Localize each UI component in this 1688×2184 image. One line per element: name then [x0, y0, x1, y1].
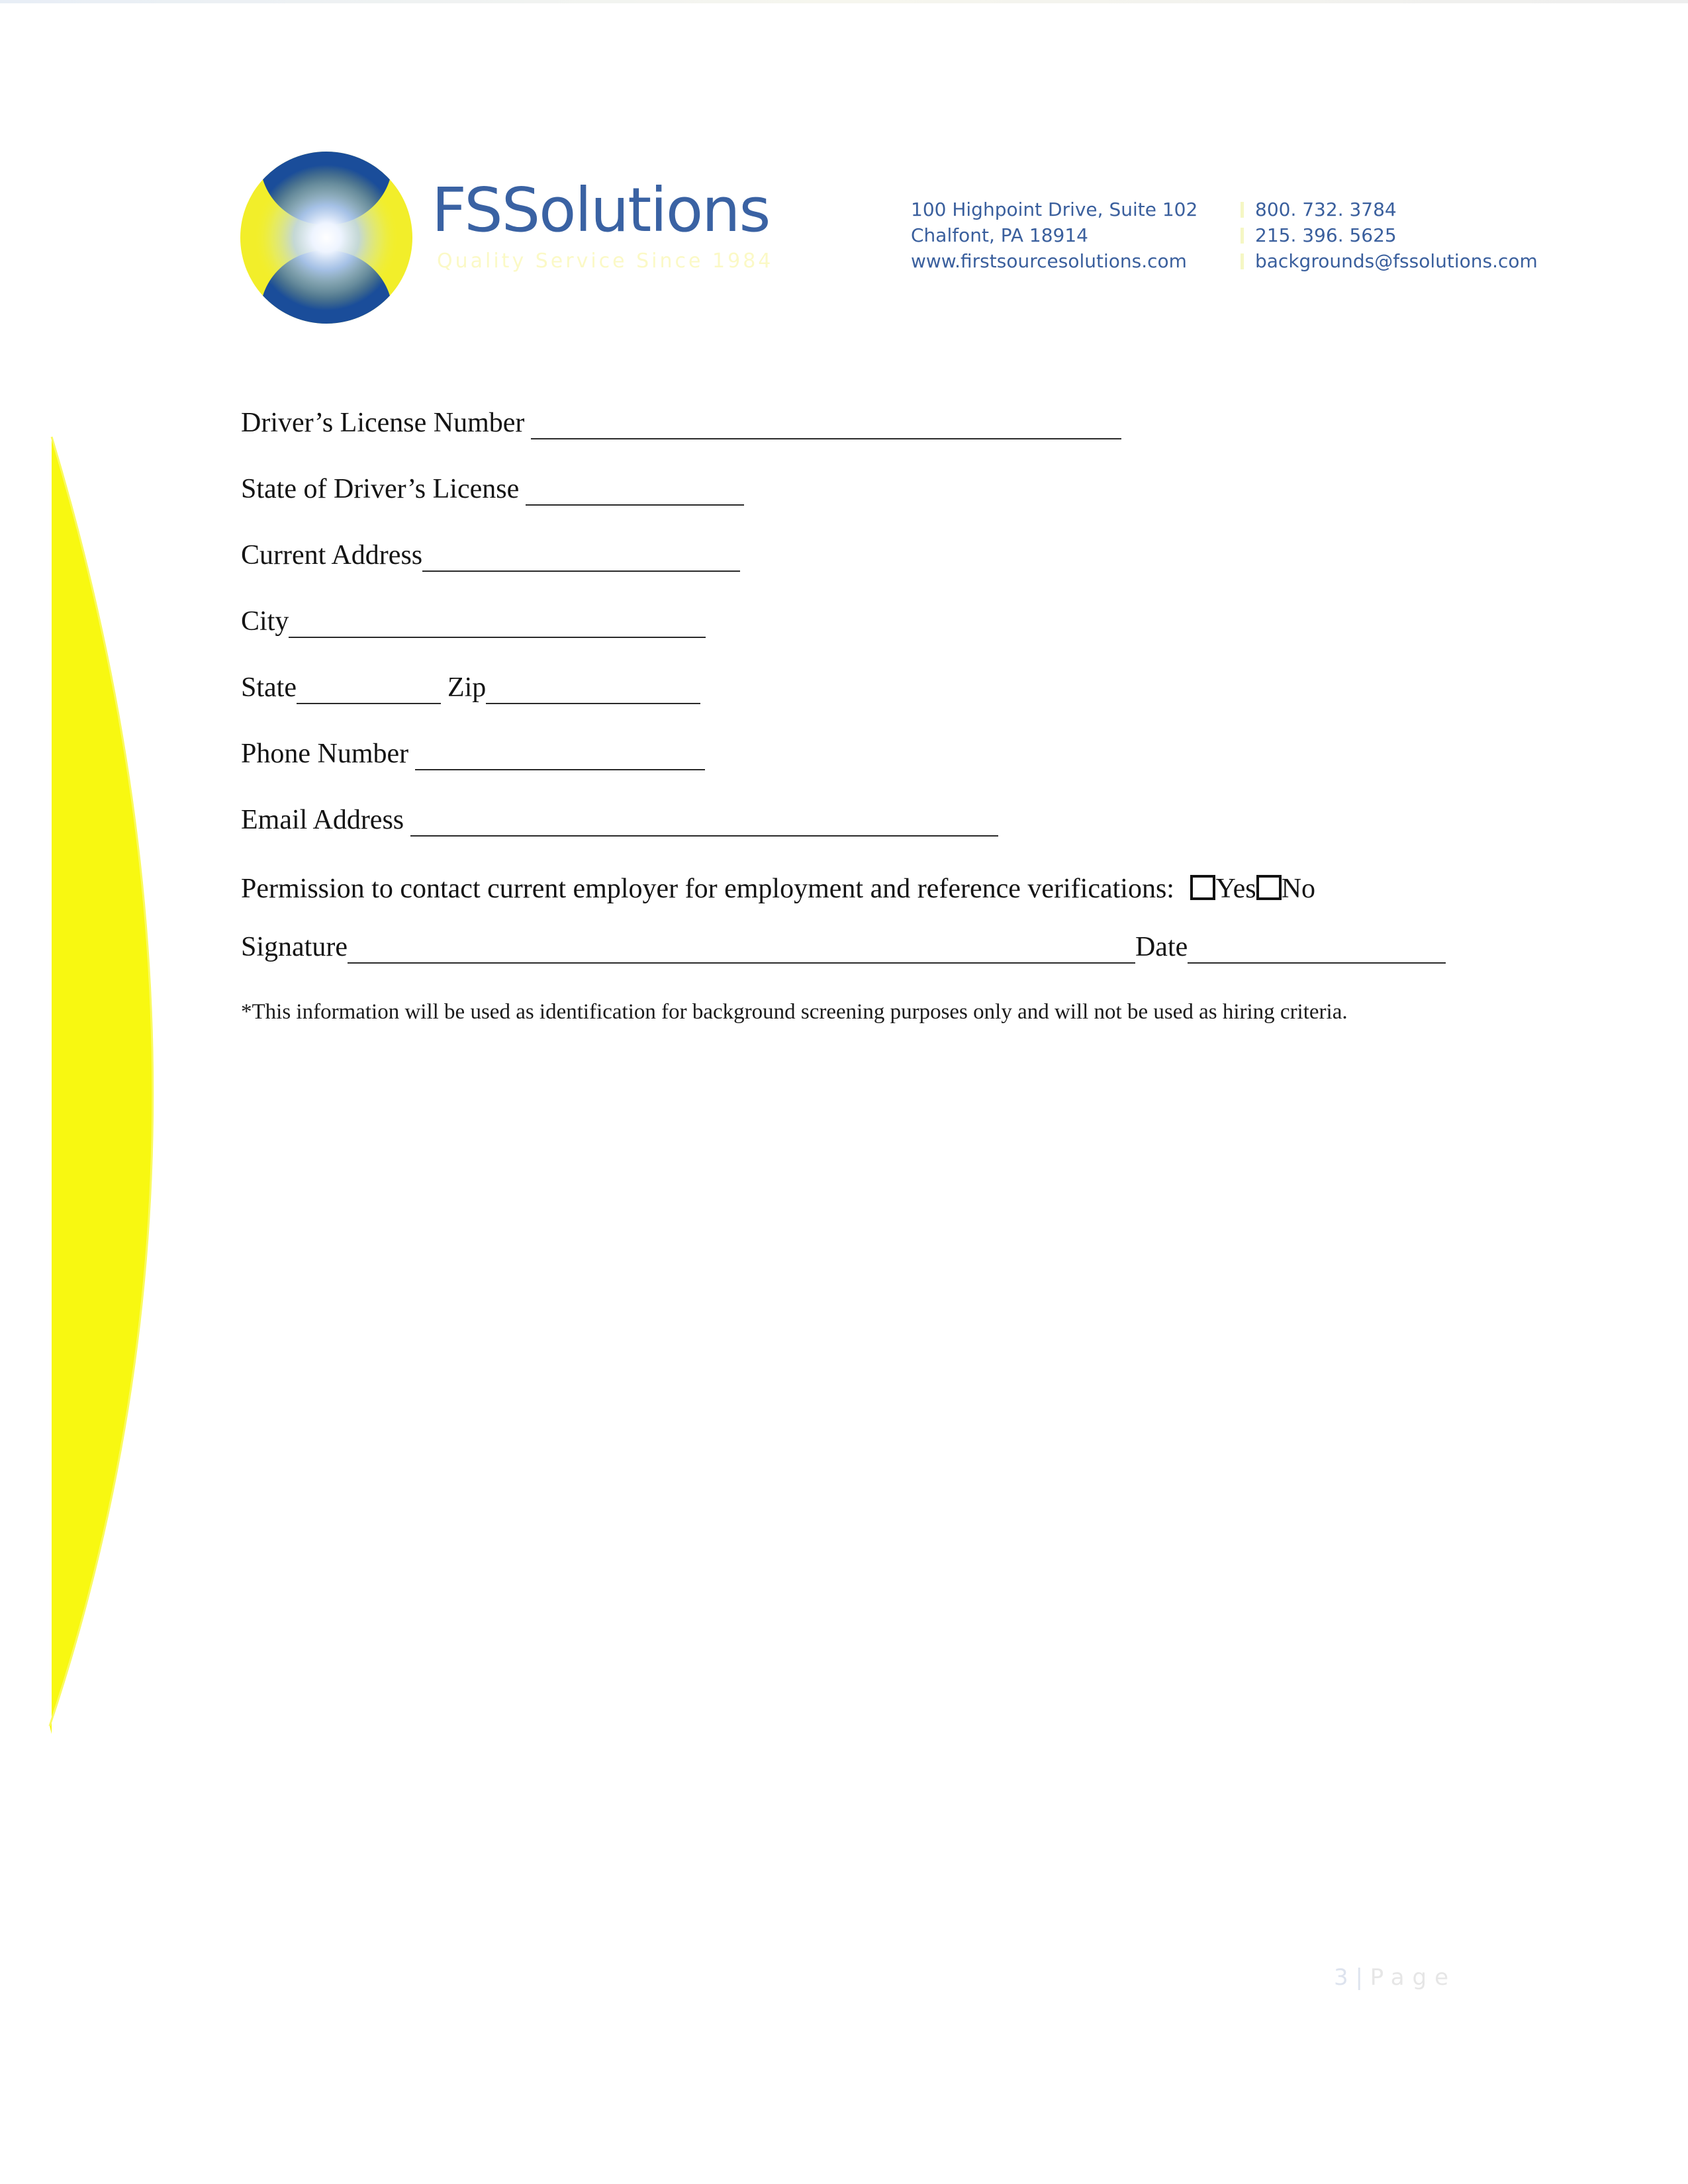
address-line: 100 Highpoint Drive, Suite 102	[911, 199, 1198, 220]
city-row	[241, 608, 706, 638]
top-edge-line	[0, 0, 1688, 3]
state-label: State	[241, 672, 297, 703]
phone-number-field[interactable]	[415, 740, 705, 770]
phone-line: 800. 732. 3784	[1255, 197, 1538, 222]
yes-checkbox[interactable]	[1190, 875, 1215, 900]
page-word: Page	[1370, 1964, 1457, 1991]
current-address-label: Current Address	[241, 540, 423, 570]
state-of-drivers-license-field[interactable]	[526, 475, 744, 506]
permission-text: Permission to contact current employer for employment and reference verifications:	[241, 874, 1174, 904]
yellow-side-arc	[0, 0, 199, 2184]
no-checkbox[interactable]	[1256, 875, 1282, 900]
permission-row	[241, 872, 1315, 905]
phone-line: 215. 396. 5625	[1255, 222, 1538, 248]
phone-number-row	[241, 740, 705, 770]
signature-date-row	[241, 933, 1446, 964]
state-zip-row	[241, 674, 700, 704]
drivers-license-number-row	[241, 409, 1121, 439]
brand-name: FSSolutions	[432, 175, 770, 246]
date-label: Date	[1135, 932, 1188, 962]
current-address-row	[241, 541, 740, 572]
drivers-license-number-label: Driver’s License Number	[241, 408, 525, 438]
email-address-row	[241, 806, 998, 837]
page-number-footer	[1334, 1964, 1456, 1991]
signature-label: Signature	[241, 932, 348, 962]
contact-block	[1255, 197, 1538, 274]
signature-field[interactable]	[348, 933, 1135, 964]
zip-field[interactable]	[486, 674, 700, 704]
yes-label: Yes	[1215, 874, 1256, 904]
state-of-drivers-license-row	[241, 475, 744, 506]
page-separator: |	[1355, 1964, 1363, 1991]
state-of-drivers-license-label: State of Driver’s License	[241, 474, 520, 504]
no-label: No	[1281, 874, 1315, 904]
website-link[interactable]: www.firstsourcesolutions.com	[911, 250, 1187, 272]
email-address-label: Email Address	[241, 805, 404, 835]
email-link[interactable]: backgrounds@fssolutions.com	[1255, 248, 1538, 274]
page-number: 3	[1334, 1964, 1348, 1991]
phone-number-label: Phone Number	[241, 739, 409, 769]
drivers-license-number-field[interactable]	[531, 409, 1121, 439]
email-address-field[interactable]	[410, 806, 998, 837]
state-field[interactable]	[297, 674, 441, 704]
address-line: Chalfont, PA 18914	[911, 224, 1088, 246]
fs-logo-icon	[237, 148, 416, 327]
city-label: City	[241, 606, 289, 637]
current-address-field[interactable]	[422, 541, 740, 572]
zip-label: Zip	[447, 672, 487, 703]
date-field[interactable]	[1188, 933, 1446, 964]
disclaimer-text: *This information will be used as identification for background screening purposes only and will not be used as hiring criteria.	[241, 1000, 1348, 1024]
city-field[interactable]	[289, 608, 706, 638]
brand-tagline: Quality Service Since 1984	[437, 250, 774, 273]
address-block	[911, 197, 1197, 274]
